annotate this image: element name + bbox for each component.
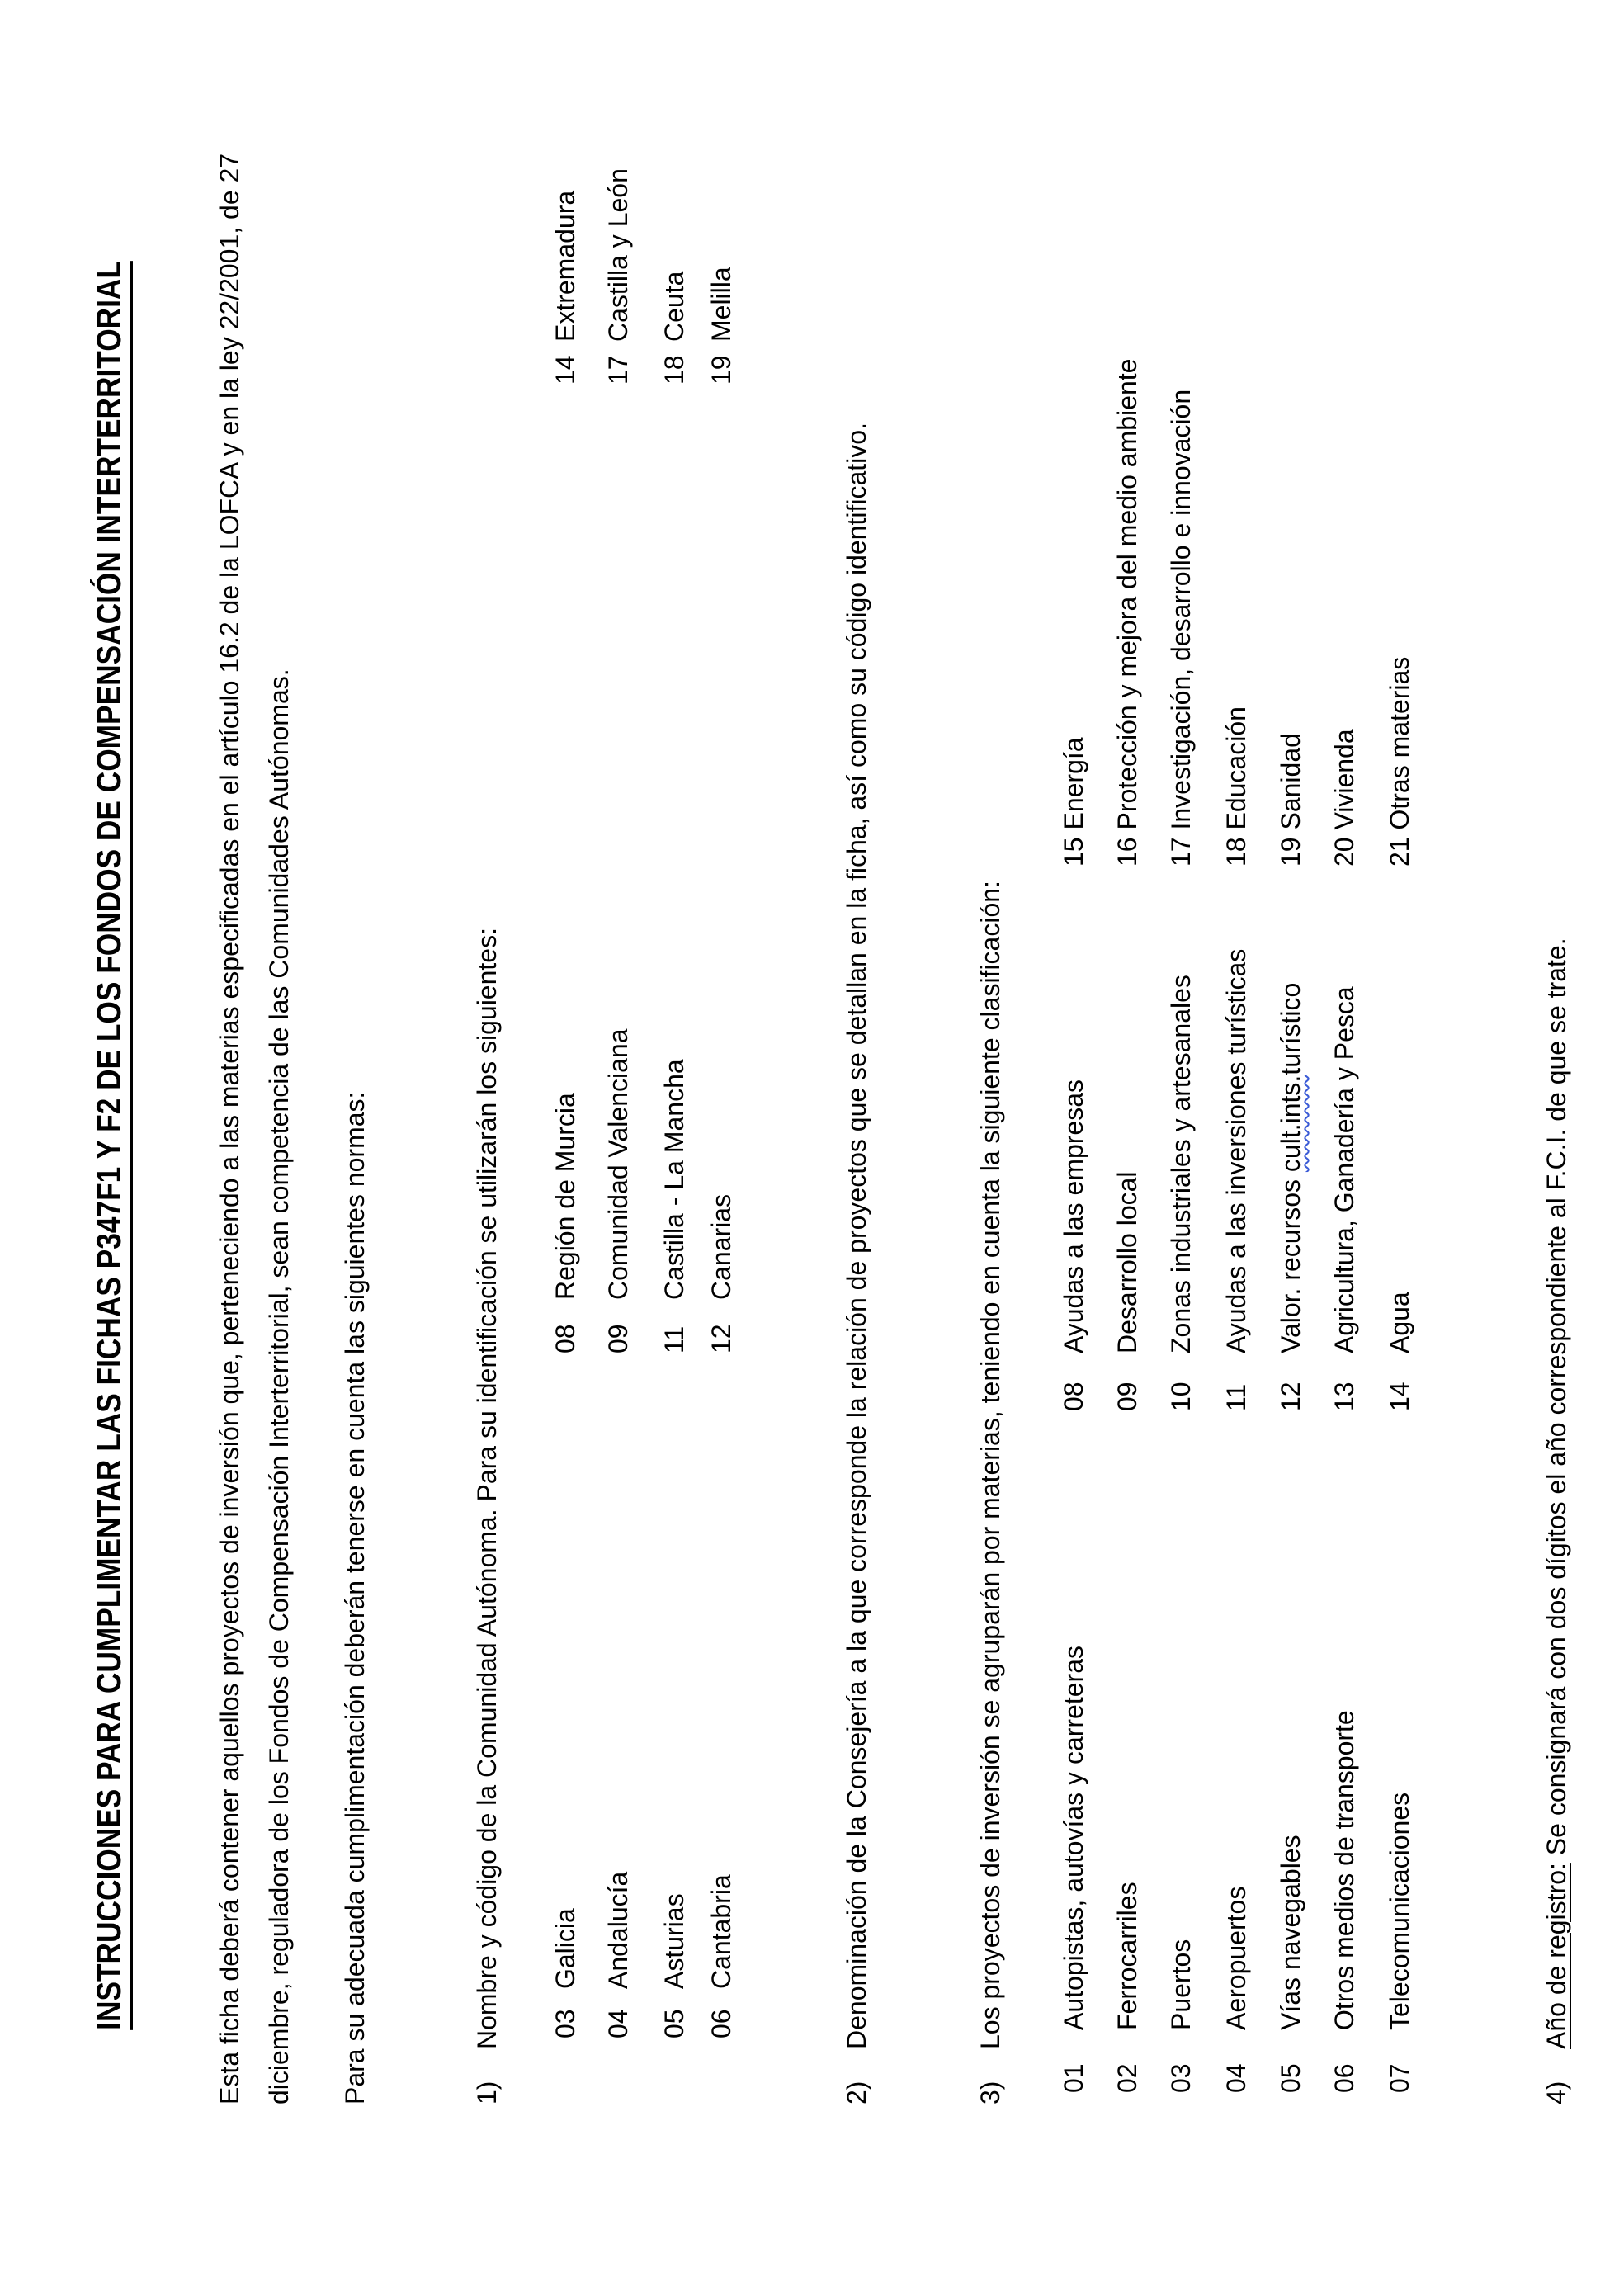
subject-code: 09 — [1112, 1382, 1142, 1411]
intro-paragraph-line-2: diciembre, reguladora de los Fondos de Compensación Interterritorial, sean competencia de las Comunidades Autónomas. — [264, 668, 294, 2104]
item-4-body: Se consignará con dos dígitos el año correspondiente al F.C.I. de que se trate. — [1541, 938, 1571, 1856]
community-name: Cantabria — [706, 1874, 736, 1989]
community-name: Castilla - La Mancha — [659, 1059, 689, 1300]
subject-code-name: 15 Energía — [1059, 737, 1088, 867]
subject-name: Zonas industriales y artesanales — [1166, 975, 1196, 1353]
community-name: Galicia — [550, 1908, 580, 1989]
subject-name: Ferrocarriles — [1112, 1882, 1142, 2030]
item-2-text: Denominación de la Consejería a la que corresponde la relación de proyectos que se detallan en la ficha, así como su código identificativo. — [842, 423, 871, 2049]
subject-code-name: 19 Sanidad — [1276, 733, 1305, 867]
subject-code: 11 — [1221, 1383, 1251, 1411]
community-name: Canarias — [706, 1193, 736, 1300]
subject-name: Agricultura, Ganadería y Pesca — [1329, 986, 1359, 1353]
community-code: 04 — [603, 2009, 633, 2038]
community-code: 17 — [603, 355, 633, 385]
subject-code: 07 — [1385, 2063, 1414, 2093]
subject-code: 02 — [1112, 2063, 1142, 2093]
subject-name: Telecomunicaciones — [1385, 1792, 1414, 2030]
item-4-text — [1540, 938, 1573, 2049]
subject-code: 14 — [1385, 1382, 1414, 1411]
item-1-number: 1) — [472, 2081, 502, 2104]
subject-code: 12 — [1276, 1382, 1305, 1411]
community-name: Ceuta — [659, 271, 689, 342]
subject-code: 06 — [1329, 2063, 1359, 2093]
subject-code: 10 — [1166, 1382, 1196, 1411]
subject-code: 08 — [1059, 1382, 1088, 1411]
community-code: 03 — [550, 2009, 580, 2038]
intro-note: Para su adecuada cumplimentación deberán tenerse en cuenta las siguientes normas: — [340, 1091, 370, 2104]
community-code: 18 — [659, 355, 689, 385]
community-code: 11 — [659, 1325, 689, 1353]
community-name: Comunidad Valenciana — [603, 1028, 633, 1300]
subject-name: Puertos — [1166, 1939, 1196, 2030]
community-name: Región de Murcia — [550, 1093, 580, 1300]
item-3-number: 3) — [975, 2081, 1005, 2104]
item-2-number: 2) — [842, 2081, 871, 2104]
subject-code: 05 — [1276, 2063, 1305, 2093]
subject-name: Ayudas a las empresas — [1059, 1079, 1088, 1353]
subject-code-name: 18 Educación — [1221, 706, 1251, 867]
subject-name-with-squiggle — [1274, 983, 1307, 1353]
community-name: Asturias — [659, 1893, 689, 1989]
community-code: 06 — [706, 2009, 736, 2038]
community-name: Melilla — [706, 267, 736, 342]
subject-code-name: 17 Investigación, desarrollo e innovación — [1166, 389, 1196, 867]
title-row — [89, 0, 133, 2291]
subject-code: 04 — [1221, 2063, 1251, 2093]
subject-name-pre: Valor. recursos — [1276, 1172, 1305, 1353]
item-1-text: Nombre y código de la Comunidad Autónoma. Para su identificación se utilizarán los siguientes: — [472, 928, 502, 2049]
item-4-number: 4) — [1541, 2081, 1571, 2104]
community-name: Andalucía — [603, 1871, 633, 1989]
subject-code-name: 20 Vivienda — [1329, 729, 1359, 867]
subject-name: Ayudas a las inversiones turísticas — [1221, 948, 1251, 1353]
spacer — [1541, 1855, 1571, 1863]
community-code: 09 — [603, 1324, 633, 1353]
subject-name: Agua — [1385, 1292, 1414, 1353]
subject-name-post: turístico — [1276, 982, 1305, 1075]
item-3-text: Los proyectos de inversión se agruparán por materias, teniendo en cuenta la siguiente clasificación: — [975, 881, 1005, 2049]
subject-name: Autopistas, autovías y carreteras — [1059, 1646, 1088, 2030]
community-name: Extremadura — [550, 190, 580, 342]
item-4-label: Año de registro: — [1541, 1863, 1571, 2049]
subject-name: Desarrollo local — [1112, 1171, 1142, 1353]
community-name: Castilla y León — [603, 168, 633, 342]
subject-code-name: 16 Protección y mejora del medio ambiente — [1112, 358, 1142, 867]
community-code: 08 — [550, 1324, 580, 1353]
subject-code: 01 — [1059, 2063, 1088, 2093]
community-code: 12 — [706, 1324, 736, 1353]
community-code: 14 — [550, 355, 580, 385]
community-code: 19 — [706, 355, 736, 385]
subject-code: 13 — [1329, 1382, 1359, 1411]
subject-name: Vías navegables — [1276, 1835, 1305, 2030]
document-title: INSTRUCCIONES PARA CUMPLIMENTAR LAS FICHAS P347F1 Y F2 DE LOS FONDOS DE COMPENSACIÓN INTERTERRITORIAL — [92, 261, 133, 2030]
intro-paragraph-line-1: Esta ficha deberá contener aquellos proyectos de inversión que, perteneciendo a las materias especificadas en el artículo 16.2 de la LOFCA y en la ley 22/2001, de 27 — [215, 153, 244, 2104]
subject-name: Otros medios de transporte — [1329, 1710, 1359, 2030]
community-code: 05 — [659, 2009, 689, 2038]
subject-code-name: 21 Otras materias — [1385, 656, 1414, 867]
subject-name: Aeropuertos — [1221, 1886, 1251, 2030]
spellcheck-squiggle-text: cult.ints. — [1276, 1075, 1305, 1173]
subject-code: 03 — [1166, 2063, 1196, 2093]
